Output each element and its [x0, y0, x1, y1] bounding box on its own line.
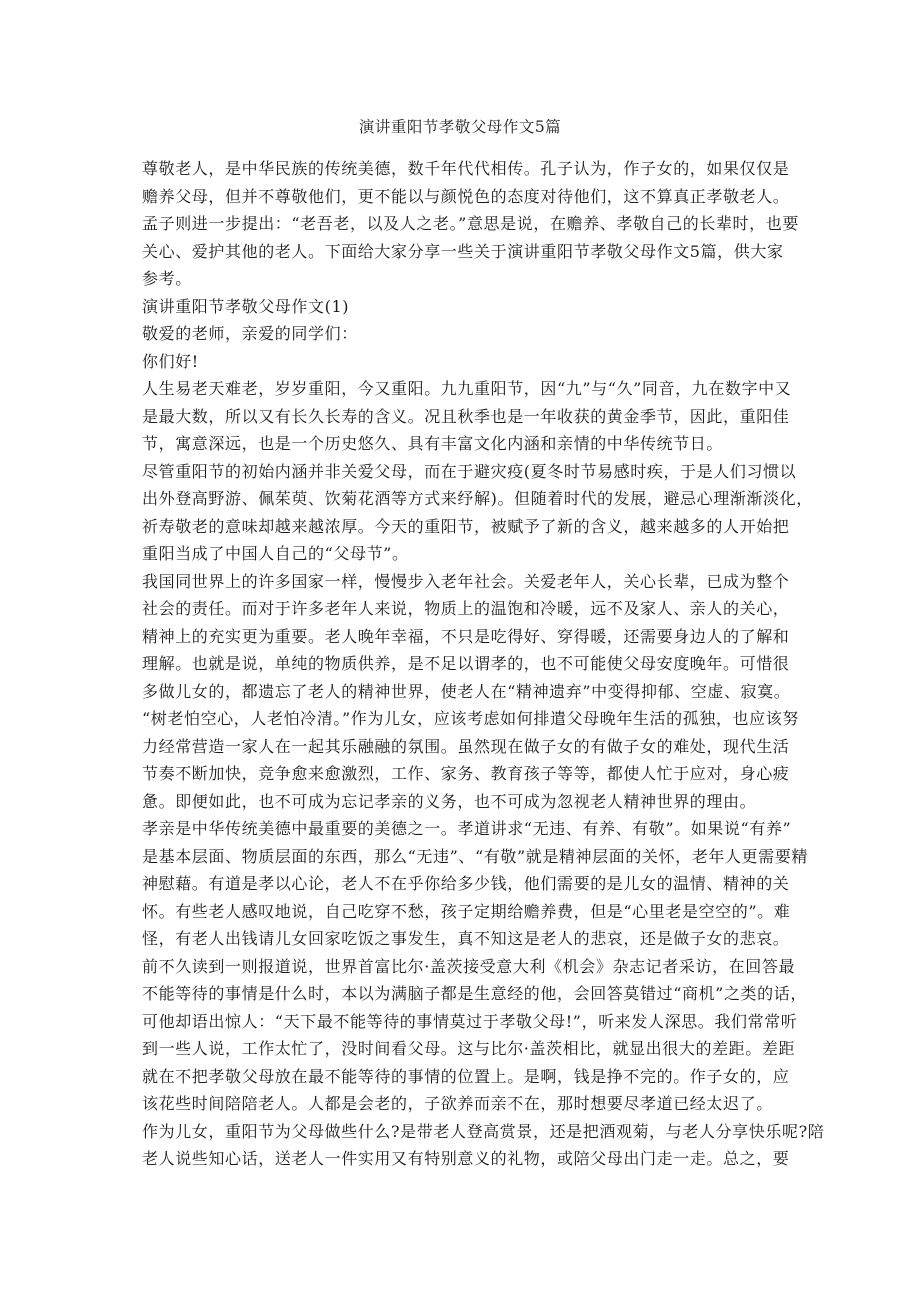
text-line: 神慰藉。有道是孝以心论，老人不在乎你给多少钱，他们需要的是儿女的温情、精神的关: [142, 874, 790, 893]
text-line: 力经常营造一家人在一起其乐融融的氛围。虽然现在做子女的有做子女的难处，现代生活: [142, 736, 790, 756]
text-line: 参考。: [142, 269, 192, 288]
text-line: 孟子则进一步提出：“老吾老，以及人之老。”意思是说，在赡养、孝敬自己的长辈时，也要: [142, 214, 799, 233]
text-line: 社会的责任。而对于许多老年人来说，物质上的温饱和冷暖，远不及家人、亲人的关心，: [142, 599, 790, 618]
text-line: 出外登高野游、佩茱萸、饮菊花酒等方式来纾解)。但随着时代的发展，避忌心理渐渐淡化，: [142, 489, 813, 508]
text-line: 敬爱的老师，亲爱的同学们：: [142, 324, 358, 343]
text-line: 前不久读到一则报道说，世界首富比尔·盖茨接受意大利《机会》杂志记者采访，在回答最: [142, 956, 796, 976]
text-line: 我国同世界上的许多国家一样，慢慢步入老年社会。关爱老年人，关心长辈，已成为整个: [142, 571, 790, 591]
text-line: 作为儿女，重阳节为父母做些什么?是带老人登高赏景，还是把酒观菊，与老人分享快乐呢?陪: [142, 1121, 825, 1141]
text-line: 关心、爱护其他的老人。下面给大家分享一些关于演讲重阳节孝敬父母作文5篇，供大家: [142, 241, 784, 261]
text-line: 到一些人说，工作太忙了，没时间看父母。这与比尔·盖茨相比，就显出很大的差距。差距: [142, 1039, 796, 1058]
text-line: 老人说些知心话，送老人一件实用又有特别意义的礼物，或陪父母出门走一走。总之，要: [142, 1149, 790, 1168]
document-body: [142, 155, 825, 1173]
text-line: 尽管重阳节的初始内涵并非关爱父母，而在于避灾疫(夏冬时节易感时疾，于是人们习惯以: [142, 461, 797, 481]
text-line: 孝亲是中华传统美德中最重要的美德之一。孝道讲求“无违、有养、有敬”。如果说“有养”: [142, 819, 792, 838]
text-line: 惫。即便如此，也不可成为忘记孝亲的义务，也不可成为忽视老人精神世界的理由。: [142, 791, 757, 811]
text-line: 人生易老天难老，岁岁重阳，今又重阳。九九重阳节，因“九”与“久”同音，九在数字中又: [142, 379, 792, 398]
text-line: 就在不把孝敬父母放在最不能等待的事情的位置上。是啊，钱是挣不完的。作子女的，应: [142, 1066, 790, 1086]
text-line: “树老怕空心，人老怕冷清。”作为儿女，应该考虑如何排遣父母晚年生活的孤独，也应该努: [142, 709, 799, 728]
text-line: 精神上的充实更为重要。老人晚年幸福，不只是吃得好、穿得暖，还需要身边人的了解和: [142, 626, 790, 646]
text-line: 赡养父母，但并不尊敬他们，更不能以与颜悦色的态度对待他们，这不算真正孝敬老人。: [142, 186, 790, 206]
document-title: 演讲重阳节孝敬父母作文5篇: [358, 118, 562, 136]
text-line: 怀。有些老人感叹地说，自己吃穿不愁，孩子定期给赡养费，但是“心里老是空空的”。难: [142, 901, 791, 921]
text-line: 该花些时间陪陪老人。人都是会老的，子欲养而亲不在，那时想要尽孝道已经太迟了。: [142, 1094, 773, 1113]
text-line: 多做儿女的，都遗忘了老人的精神世界，使老人在“精神遗弃”中变得抑郁、空虚、寂寞。: [142, 681, 791, 701]
text-line: 重阳当成了中国人自己的“父母节”。: [142, 544, 409, 563]
text-line: 你们好!: [142, 351, 199, 371]
text-line: 节，寓意深远，也是一个历史悠久、具有丰富文化内涵和亲情的中华传统节日。: [142, 434, 724, 453]
text-line: 理解。也就是说，单纯的物质供养，是不足以谓孝的，也不可能使父母安度晚年。可惜很: [142, 654, 790, 673]
text-line: 节奏不断加快，竞争愈来愈激烈，工作、家务、教育孩子等等，都使人忙于应对，身心疲: [142, 764, 790, 783]
text-line: 是最大数，所以又有长久长寿的含义。况且秋季也是一年收获的黄金季节，因此，重阳佳: [142, 406, 790, 426]
text-line: 不能等待的事情是什么时，本以为满脑子都是生意经的他，会回答莫错过“商机”之类的话，: [142, 984, 807, 1003]
text-line: 是基本层面、物质层面的东西，那么“无违”、“有敬”就是精神层面的关怀，老年人更需要精: [142, 846, 808, 866]
text-line: 怪，有老人出钱请儿女回家吃饭之事发生，真不知这是老人的悲哀，还是做子女的悲哀。: [142, 929, 790, 948]
text-line: 祈寿敬老的意味却越来越浓厚。今天的重阳节，被赋予了新的含义，越来越多的人开始把: [142, 516, 790, 536]
text-line: 可他却语出惊人：“天下最不能等待的事情莫过于孝敬父母!”，听来发人深思。我们常常听: [142, 1011, 798, 1031]
text-line: 演讲重阳节孝敬父母作文(1): [142, 296, 350, 316]
text-line: 尊敬老人，是中华民族的传统美德，数千年代代相传。孔子认为，作子女的，如果仅仅是: [142, 159, 790, 178]
